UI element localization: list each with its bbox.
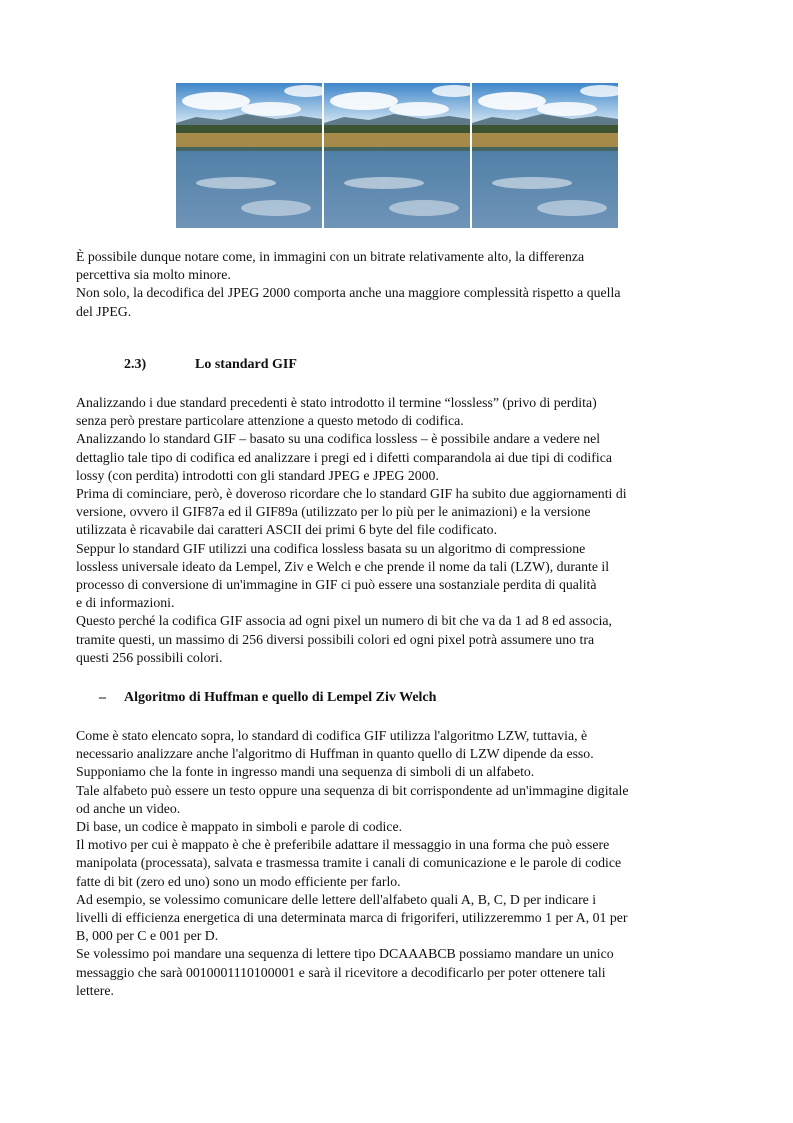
text-line: messaggio che sarà 0010001110100001 e sarà il ricevitore a decodificarlo per poter ottenere tali: [76, 964, 606, 980]
cloud: [389, 102, 449, 116]
cloud-reflection: [196, 177, 276, 189]
text-line: Se volessimo poi mandare una sequenza di lettere tipo DCAAABCB possiamo mandare un unico: [76, 946, 614, 962]
text-line: Seppur lo standard GIF utilizzi una codifica lossless basata su un algoritmo di compressione: [76, 540, 586, 556]
dash-bullet: –: [99, 690, 106, 705]
text-line: Questo perché la codifica GIF associa ad ogni pixel un numero di bit che va da 1 ad 8 ed associa,: [76, 613, 612, 629]
text-line: fatte di bit (zero ed uno) sono un modo efficiente per farlo.: [76, 873, 401, 889]
shore-reflection: [324, 147, 470, 151]
text-line: manipolata (processata), salvata e trasmessa tramite i canali di comunicazione e le parole di codice: [76, 855, 622, 871]
cloud: [241, 102, 301, 116]
cloud: [478, 92, 546, 110]
tree-line: [176, 125, 322, 133]
subsection-heading: [124, 690, 436, 706]
text-line: senza però prestare particolare attenzione a questo metodo di codifica.: [76, 413, 464, 429]
section-heading: [124, 357, 146, 373]
cloud-reflection: [492, 177, 572, 189]
cloud: [330, 92, 398, 110]
text-line: B, 000 per C e 001 per D.: [76, 928, 219, 944]
text-line: Analizzando lo standard GIF – basato su una codifica lossless – è possibile andare a vedere nel: [76, 431, 601, 447]
cloud: [182, 92, 250, 110]
cloud-reflection: [241, 200, 311, 216]
text-line: e di informazioni.: [76, 595, 175, 611]
text-line: Non solo, la decodifica del JPEG 2000 comporta anche una maggiore complessità rispetto a quella: [76, 285, 621, 301]
reed-bank: [176, 133, 322, 147]
cloud-reflection: [389, 200, 459, 216]
text-line: necessario analizzare anche l'algoritmo di Huffman in quanto quello di LZW dipende da esso.: [76, 746, 594, 762]
cloud: [537, 102, 597, 116]
comparison-figure: [176, 83, 618, 228]
text-line: Supponiamo che la fonte in ingresso mandi una sequenza di simboli di un alfabeto.: [76, 764, 535, 780]
landscape-photo-3: [472, 83, 618, 228]
text-line: utilizzata è ricavabile dai caratteri ASCII dei primi 6 byte del file codificato.: [76, 522, 498, 538]
text-line: Prima di cominciare, però, è doveroso ricordare che lo standard GIF ha subito due aggiornamenti di: [76, 486, 627, 502]
section-title: Lo standard GIF: [195, 357, 297, 372]
text-line: del JPEG.: [76, 303, 132, 319]
text-line: È possibile dunque notare come, in immagini con un bitrate relativamente alto, la differenza: [76, 249, 585, 264]
text-line: percettiva sia molto minore.: [76, 267, 231, 283]
text-line: lossless universale ideato da Lempel, Ziv e Welch e che prende il nome da tali (LZW), durante il: [76, 558, 610, 574]
text-line: Ad esempio, se volessimo comunicare delle lettere dell'alfabeto quali A, B, C, D per indicare i: [76, 891, 597, 907]
landscape-photo-2: [324, 83, 470, 228]
tree-line: [472, 125, 618, 133]
paragraph-huffman: [76, 727, 721, 1000]
text-line: Di base, un codice è mappato in simboli e parole di codice.: [76, 819, 403, 835]
text-line: od anche un video.: [76, 800, 181, 816]
text-line: livelli di efficienza energetica di una determinata marca di frigoriferi, utilizzeremmo 1 per A, 01 per: [76, 910, 628, 926]
text-line: tramite questi, un massimo di 256 diversi possibili colori ed ogni pixel potrà assumere uno tra: [76, 631, 595, 647]
text-line: Il motivo per cui è mappato è che è preferibile adattare il messaggio in una forma che può essere: [76, 837, 610, 853]
text-line: lettere.: [76, 982, 114, 998]
subsection-bullet: [99, 690, 106, 706]
reed-bank: [324, 133, 470, 147]
text-line: dettaglio tale tipo di codifica ed analizzare i pregi ed i difetti comparandola ai due tipi di codifica: [76, 449, 612, 465]
text-line: questi 256 possibili colori.: [76, 649, 223, 665]
cloud-reflection: [537, 200, 607, 216]
subsection-title: Algoritmo di Huffman e quello di Lempel Ziv Welch: [124, 690, 437, 705]
shore-reflection: [472, 147, 618, 151]
tree-line: [324, 125, 470, 133]
text-line: lossy (con perdita) introdotti con gli standard JPEG e JPEG 2000.: [76, 467, 439, 483]
section-title-wrap: [195, 357, 297, 373]
shore-reflection: [176, 147, 322, 151]
text-line: Come è stato elencato sopra, lo standard di codifica GIF utilizza l'algoritmo LZW, tuttavia, è: [76, 728, 588, 743]
reed-bank: [472, 133, 618, 147]
text-line: processo di conversione di un'immagine in GIF ci può essere una sostanziale perdita di qualità: [76, 577, 597, 593]
text-line: Tale alfabeto può essere un testo oppure una sequenza di bit corrispondente ad un'immagine digitale: [76, 782, 629, 798]
text-line: versione, ovvero il GIF87a ed il GIF89a (utilizzato per lo più per le animazioni) e la versione: [76, 504, 591, 520]
paragraph-bitrate: [76, 248, 721, 321]
section-number: 2.3): [124, 357, 147, 372]
cloud-reflection: [344, 177, 424, 189]
text-line: Analizzando i due standard precedenti è stato introdotto il termine “lossless” (privo di perdita): [76, 395, 597, 410]
landscape-photo-1: [176, 83, 322, 228]
paragraph-gif-standard: [76, 394, 721, 667]
